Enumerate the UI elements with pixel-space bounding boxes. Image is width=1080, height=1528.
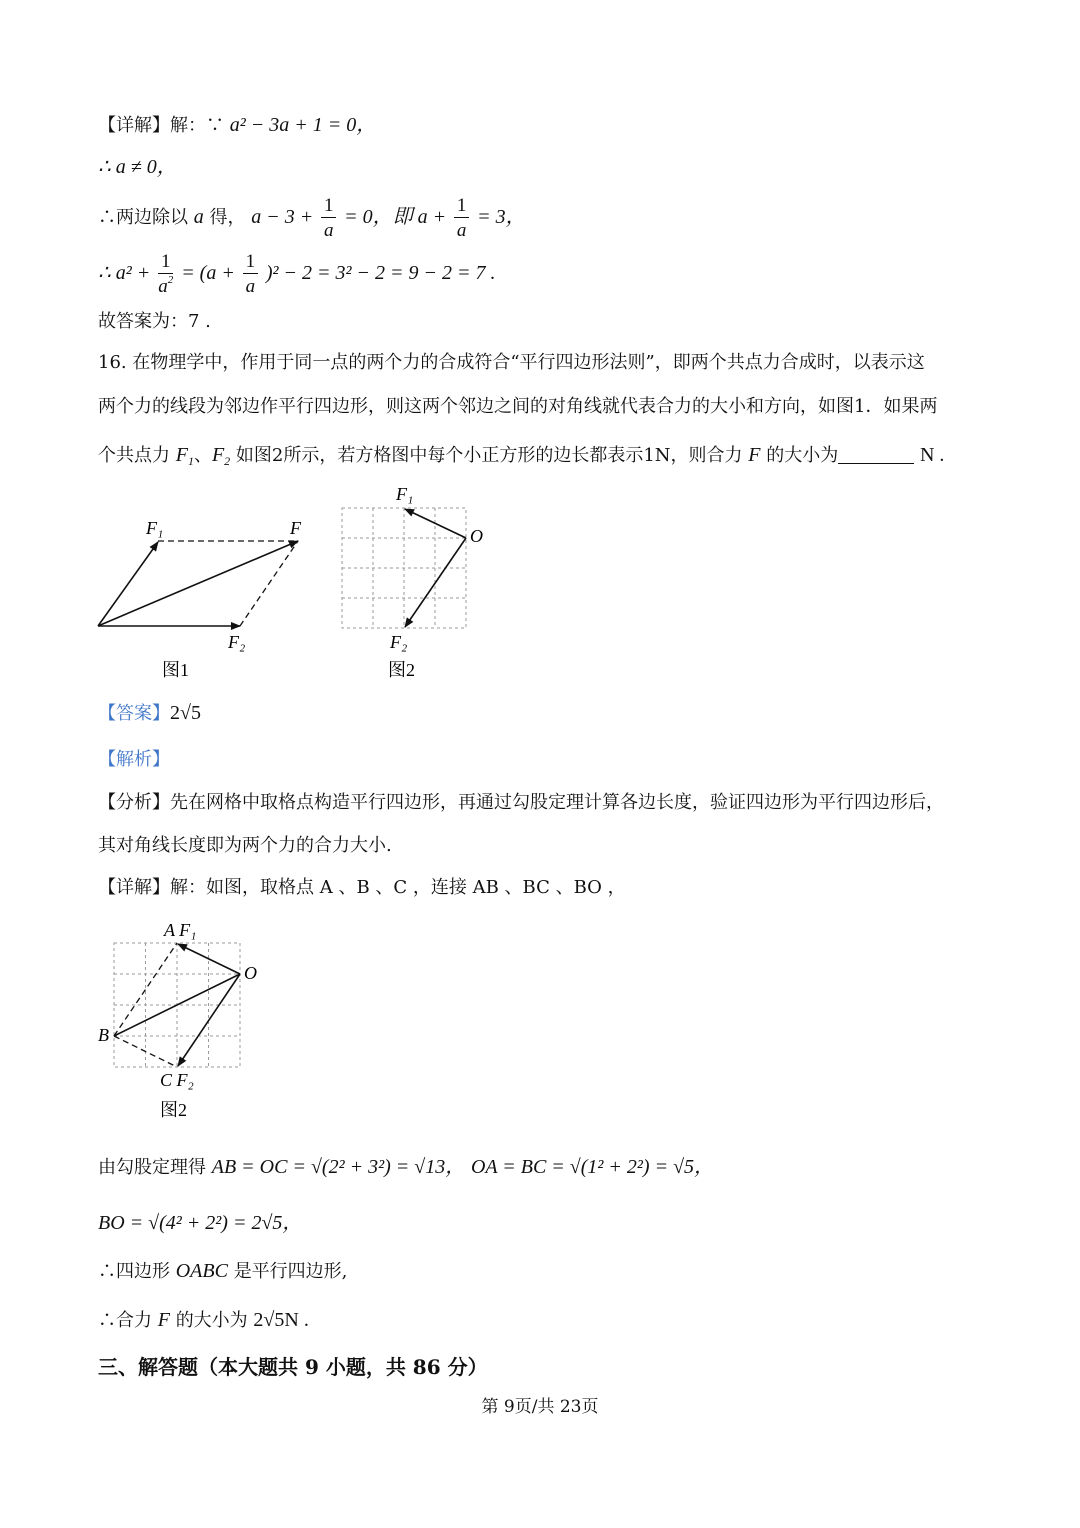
fraction <box>243 252 259 296</box>
analysis-label: 【解析】 <box>98 749 170 770</box>
quadrilateral-name: OABC <box>175 1260 228 1282</box>
result: 2√5N . <box>253 1309 309 1331</box>
detail-line-1 <box>98 873 626 903</box>
solution-line-3 <box>98 196 526 240</box>
text: ∴四边形 <box>98 1261 170 1282</box>
text: 个共点力 <box>98 445 170 466</box>
solution-line-4 <box>98 252 495 296</box>
caption-fig3: 图2 <box>160 1100 187 1120</box>
numerator: 1 <box>454 196 470 218</box>
variable: a <box>193 206 204 228</box>
force-f1 <box>176 444 194 466</box>
answer-line <box>98 307 211 337</box>
text: 如图2所示，若方格图中每个小正方形的边长都表示1N，则合力 <box>235 445 743 466</box>
question-16-line-2 <box>98 392 937 422</box>
text: 的大小为 <box>766 445 839 466</box>
detail-label: 【详解】解：∵ <box>98 115 230 136</box>
denominator: a <box>245 276 256 297</box>
grid <box>342 508 466 628</box>
answer-value: 2√5 <box>170 702 201 724</box>
text: 16. 在物理学中，作用于同一点的两个力的合成符合“平行四边形法则”，即两个共点力合成时，以表示这 <box>98 352 925 373</box>
page-footer: 第 9页/共 23页 <box>481 1397 599 1417</box>
label-c-f2: C F₂ <box>160 1070 194 1090</box>
caption-fig1: 图1 <box>162 660 189 680</box>
subscript: 2 <box>224 454 231 468</box>
force-f2 <box>212 444 230 466</box>
subscript: 1 <box>187 454 194 468</box>
answer-text: 故答案为：7 . <box>98 311 211 332</box>
label-f2: F₂ <box>228 632 246 652</box>
label-o: O <box>470 526 483 546</box>
text: 是平行四边形, <box>233 1261 348 1282</box>
text: 得， <box>209 207 246 228</box>
denominator: a <box>456 220 467 241</box>
label-f1: F₁ <box>146 518 164 538</box>
section-heading: 三、解答题（本大题共 9 小题，共 86 分） <box>98 1355 488 1379</box>
denominator: a <box>323 220 334 241</box>
text: 其对角线长度即为两个力的合力大小. <box>98 835 392 856</box>
calc-line-1 <box>98 1152 714 1183</box>
text: ∴合力 <box>98 1310 152 1331</box>
inequality: ∴ a ≠ 0， <box>98 156 177 178</box>
solution-line-1 <box>98 110 376 141</box>
fraction <box>158 252 174 296</box>
denominator: $a^2$ <box>158 274 174 297</box>
fenxi-line-2 <box>98 831 392 861</box>
analysis-label-row <box>98 745 170 775</box>
conclusion-line-2 <box>98 1305 309 1336</box>
text: 【分析】先在网格中取格点构造平行四边形，再通过勾股定理计算各边长度，验证四边形为平行四边形后， <box>98 792 944 813</box>
equation-bo: BO = √(4² + 2²) = 2√5， <box>98 1212 303 1234</box>
answer-blank <box>838 445 914 464</box>
equation: a² − 3a + 1 = 0， <box>229 114 377 136</box>
equation-ab-oc: AB = OC = √(2² + 3²) = √13， <box>211 1156 466 1178</box>
answer-row <box>98 698 201 729</box>
symbol: F <box>748 444 761 466</box>
figure-3 <box>88 912 288 1124</box>
expression: a − 3 + <box>251 206 314 228</box>
answer-label: 【答案】 <box>98 703 170 724</box>
label-f: F <box>290 518 301 538</box>
fraction <box>454 196 470 240</box>
numerator: 1 <box>321 196 337 218</box>
numerator: 1 <box>158 252 174 274</box>
expression: = (a + <box>181 262 235 284</box>
figures-1-2 <box>88 478 508 688</box>
question-16-line-1 <box>98 348 925 378</box>
text: 【详解】解：如图，取格点 A 、B 、C ，连接 AB 、BC 、BO ， <box>98 877 626 898</box>
label-f2: F₂ <box>390 632 408 652</box>
label-a-f1: A F₁ <box>164 920 197 940</box>
text: ∴两边除以 <box>98 207 188 228</box>
text: 两个力的线段为邻边作平行四边形，则这两个邻边之间的对角线就代表合力的大小和方向，如图1．如果两 <box>98 396 938 417</box>
text: 的大小为 <box>175 1310 248 1331</box>
calc-line-2 <box>98 1208 302 1239</box>
symbol: F <box>211 444 225 466</box>
numerator: 1 <box>243 252 259 274</box>
label-o: O <box>244 963 257 983</box>
question-16-line-3 <box>98 440 944 471</box>
text: 由勾股定理得 <box>98 1157 206 1178</box>
equation-oa-bc: OA = BC = √(1² + 2²) = √5， <box>470 1156 715 1178</box>
figure-2 <box>342 484 483 680</box>
caption-fig2: 图2 <box>388 660 415 680</box>
expression: = 0，即 a + <box>344 206 447 228</box>
conclusion-line-1 <box>98 1256 347 1287</box>
fenxi-line-1 <box>98 788 944 818</box>
solution-line-2 <box>98 152 177 183</box>
figure-1 <box>98 518 302 680</box>
separator: 、 <box>193 445 212 466</box>
fraction <box>321 196 337 240</box>
unit: N . <box>919 444 945 466</box>
symbol: F <box>175 444 188 466</box>
label-b: B <box>98 1025 109 1045</box>
expression: = 3， <box>477 206 526 228</box>
expression: )² − 2 = 3² − 2 = 9 − 2 = 7 . <box>265 262 496 284</box>
expression: ∴ a² + <box>98 262 151 284</box>
symbol: F <box>157 1309 170 1331</box>
label-f1: F₁ <box>396 484 414 504</box>
